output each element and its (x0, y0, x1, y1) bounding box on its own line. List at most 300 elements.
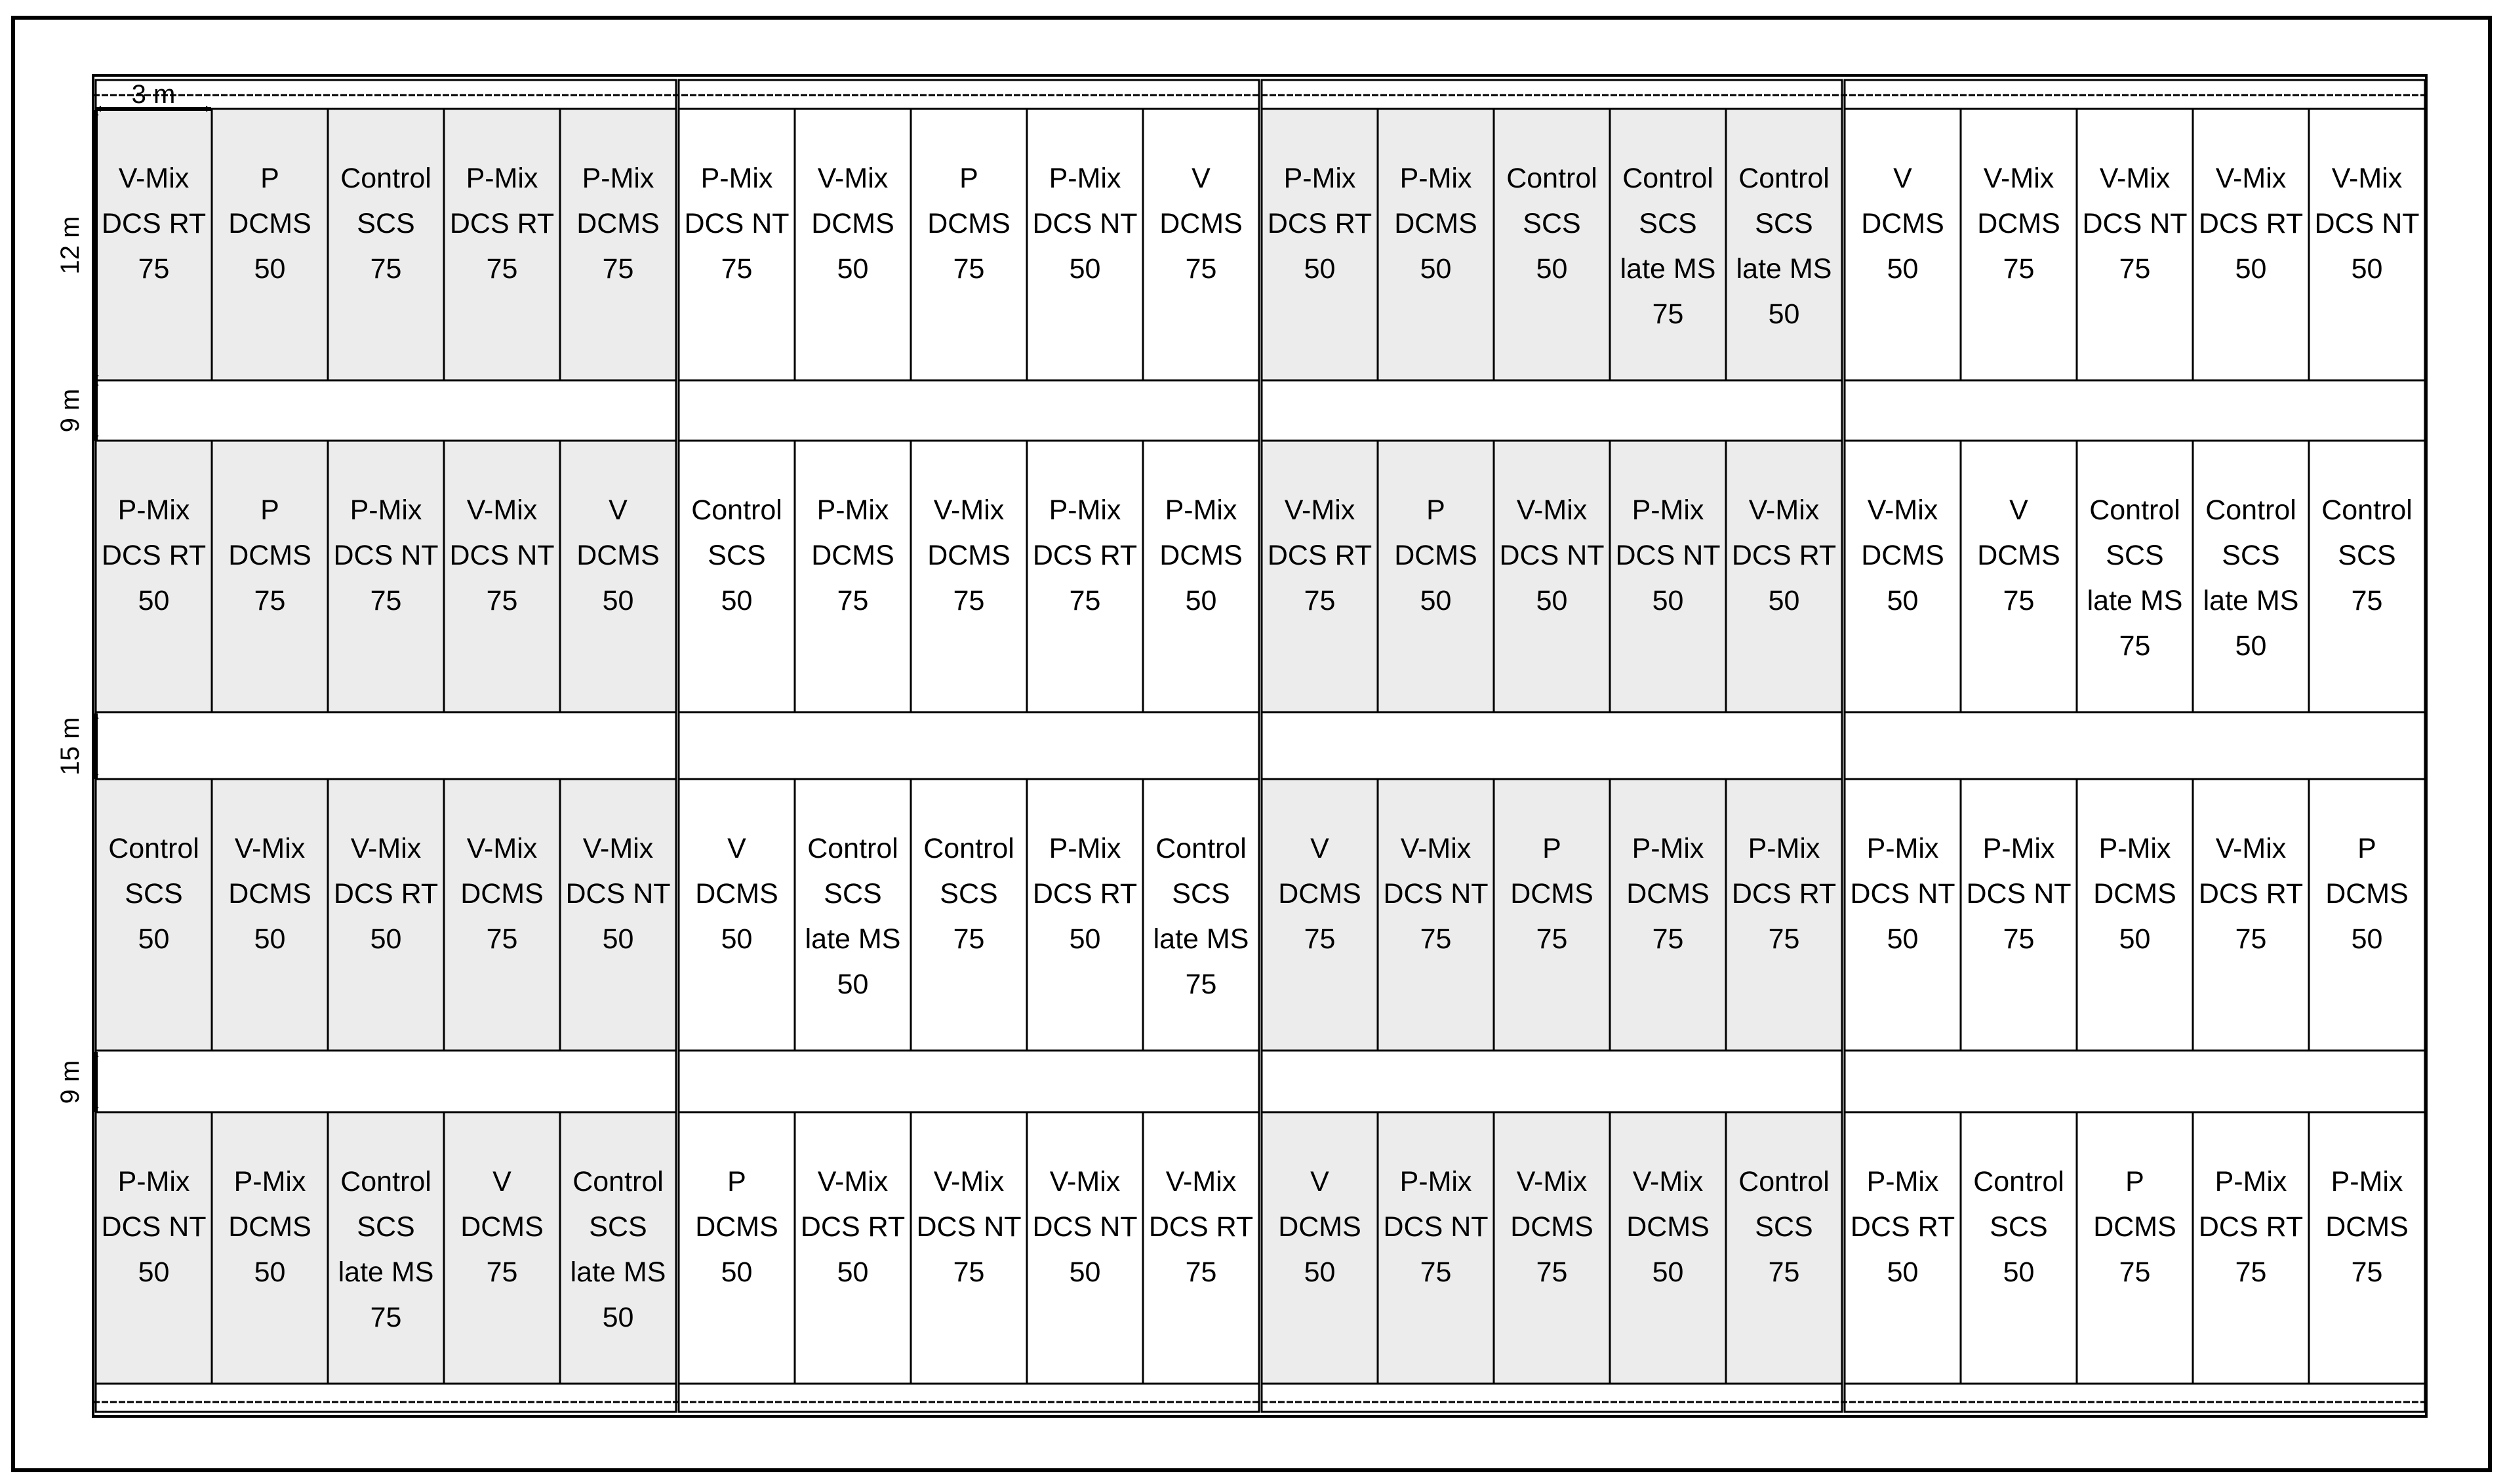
plot-label-line: 75 (2003, 923, 2035, 955)
plot-label-line: Control (1622, 163, 1713, 194)
plot-cell (1961, 441, 2077, 712)
plot-label-line: SCS (2106, 540, 2164, 571)
plot-label-line: DCS NT (1966, 878, 2072, 910)
plot-cell (560, 441, 676, 712)
plot-rect (1610, 779, 1726, 1051)
plot-label-line: V (492, 1166, 511, 1197)
plot-cell (1961, 1112, 2077, 1384)
plot-label-line: 50 (1887, 923, 1919, 955)
plot-label-line: Control (1738, 163, 1830, 194)
plot-label-line: 75 (1304, 585, 1336, 616)
plot-cell (911, 441, 1027, 712)
plot-label-line: DCS RT (1267, 540, 1372, 571)
plot-cell (2309, 1112, 2425, 1384)
plot-label-line: 75 (602, 253, 634, 285)
plot-cell (1378, 109, 1494, 380)
plot-label-line: DCS RT (449, 208, 555, 239)
plot-label-line: 50 (1887, 253, 1919, 285)
plot-rect (1027, 1112, 1143, 1384)
plot-label-line: P-Mix (1049, 833, 1121, 864)
plot-rect (444, 441, 560, 712)
plot-label-line: SCS (1172, 878, 1230, 910)
plot-label-line: V (1893, 163, 1912, 194)
plot-rect (1961, 109, 2077, 380)
plot-label-line: DCS RT (1267, 208, 1372, 239)
plot-label-line: DCMS (2325, 878, 2409, 910)
plot-label-line: DCMS (1510, 878, 1593, 910)
plot-label-line: 50 (1768, 298, 1800, 330)
plot-label-line: DCS RT (1850, 1211, 1955, 1243)
plot-rect (96, 1112, 212, 1384)
plot-label-line: DCS NT (2314, 208, 2420, 239)
plot-label-line: 75 (2119, 1256, 2151, 1288)
plot-cell (679, 779, 795, 1051)
plot-label-line: P-Mix (1632, 833, 1704, 864)
plot-label-line: DCS RT (1731, 878, 1837, 910)
plot-label-line: DCMS (927, 208, 1011, 239)
plot-label-line: Control (108, 833, 199, 864)
plot-label-line: Control (2205, 494, 2296, 526)
plot-label-line: DCS RT (1032, 878, 1138, 910)
plot-label-line: DCMS (1626, 878, 1710, 910)
plot-rect (1610, 1112, 1726, 1384)
plot-label-line: 75 (1420, 923, 1452, 955)
plot-cell (1726, 1112, 1842, 1384)
plot-cell (1610, 779, 1726, 1051)
plot-label-line: Control (923, 833, 1014, 864)
plot-label-line: DCMS (1394, 208, 1477, 239)
plot-rect (1143, 441, 1259, 712)
plot-cell (1610, 109, 1726, 380)
plot-label-line: P-Mix (1165, 494, 1237, 526)
plot-label-line: late MS (2087, 585, 2183, 616)
plot-label-line: P-Mix (117, 1166, 190, 1197)
plot-label-line: P-Mix (1982, 833, 2055, 864)
plot-label-line: DCMS (1861, 208, 1944, 239)
plot-rect (2309, 1112, 2425, 1384)
plot-label-line: 75 (486, 923, 518, 955)
plot-rect (560, 109, 676, 380)
plot-label-line: 50 (2351, 253, 2383, 285)
plot-label-line: DCMS (228, 208, 311, 239)
plot-cell (2309, 109, 2425, 380)
plot-label-line: DCMS (460, 1211, 544, 1243)
plot-label-line: V-Mix (933, 1166, 1005, 1197)
plot-rect (1494, 1112, 1610, 1384)
plot-cell (1845, 441, 1961, 712)
plot-label-line: DCMS (576, 208, 660, 239)
plot-label-line: V (1310, 833, 1329, 864)
plot-label-line: Control (1973, 1166, 2064, 1197)
plot-label-line: V-Mix (817, 1166, 889, 1197)
plot-label-line: V-Mix (1516, 494, 1588, 526)
plot-label-line: V (2009, 494, 2028, 526)
plot-label-line: 50 (1069, 1256, 1101, 1288)
plot-label-line: DCS RT (2198, 1211, 2304, 1243)
plot-label-line: P (727, 1166, 746, 1197)
plot-cell (328, 1112, 444, 1384)
plot-label-line: 50 (1420, 253, 1452, 285)
plot-rect (444, 779, 560, 1051)
plot-label-line: DCS RT (800, 1211, 906, 1243)
plot-cell (444, 441, 560, 712)
plot-rect (795, 109, 911, 380)
plot-label-line: DCMS (1977, 208, 2060, 239)
plot-label-line: SCS (824, 878, 882, 910)
plot-rect (1262, 441, 1378, 712)
plot-label-line: DCS NT (1032, 1211, 1138, 1243)
plot-rect (911, 1112, 1027, 1384)
plot-cell (1262, 441, 1378, 712)
plot-label-line: 75 (486, 253, 518, 285)
plot-label-line: 50 (254, 1256, 286, 1288)
plot-label-line: 50 (2119, 923, 2151, 955)
plot-label-line: V-Mix (1632, 1166, 1704, 1197)
plot-rect (2309, 109, 2425, 380)
plot-label-line: 75 (837, 585, 869, 616)
plot-label-line: P-Mix (700, 163, 773, 194)
plot-rect (96, 109, 212, 380)
plot-rect (1378, 779, 1494, 1051)
plot-label-line: 75 (1652, 298, 1684, 330)
plot-cell (96, 109, 212, 380)
plot-label-line: P (1426, 494, 1445, 526)
plot-label-line: SCS (2338, 540, 2396, 571)
plot-label-line: Control (1738, 1166, 1830, 1197)
plot-rect (1610, 109, 1726, 380)
plot-label-line: Control (1506, 163, 1597, 194)
plot-rect (2309, 441, 2425, 712)
plot-rect (679, 779, 795, 1051)
plot-rect (1378, 109, 1494, 380)
plot-label-line: DCMS (1394, 540, 1477, 571)
plot-label-line: 50 (602, 1302, 634, 1333)
plot-cell (328, 441, 444, 712)
plot-label-line: V (1191, 163, 1211, 194)
plot-label-line: 75 (370, 585, 402, 616)
plot-label-line: 50 (721, 585, 753, 616)
plot-cell (2309, 441, 2425, 712)
plot-label-line: DCMS (1977, 540, 2060, 571)
plot-label-line: P (2357, 833, 2376, 864)
plot-label-line: V-Mix (1284, 494, 1355, 526)
plot-label-line: P (260, 163, 279, 194)
plot-rect (444, 109, 560, 380)
plot-label-line: 50 (721, 1256, 753, 1288)
plot-label-line: 50 (602, 585, 634, 616)
plot-cell (96, 779, 212, 1051)
plot-label-line: 75 (1768, 1256, 1800, 1288)
plot-cell (795, 1112, 911, 1384)
plot-cell (1143, 1112, 1259, 1384)
plot-label-line: Control (340, 163, 431, 194)
plot-cell (96, 441, 212, 712)
plot-label-line: DCS NT (1383, 878, 1489, 910)
plot-label-line: 75 (2235, 923, 2267, 955)
plot-label-line: late MS (338, 1256, 434, 1288)
plot-cell (444, 779, 560, 1051)
plot-cell (679, 109, 795, 380)
plot-rect (1726, 1112, 1842, 1384)
plot-label-line: SCS (357, 1211, 415, 1243)
plot-label-line: DCMS (927, 540, 1011, 571)
plot-label-line: 75 (2119, 630, 2151, 662)
plot-label-line: 75 (953, 585, 985, 616)
plot-label-line: 75 (2119, 253, 2151, 285)
plot-label-line: 50 (138, 585, 170, 616)
plot-label-line: DCS NT (449, 540, 555, 571)
plot-cell (2077, 1112, 2193, 1384)
plot-label-line: V-Mix (933, 494, 1005, 526)
plot-label-line: SCS (1755, 1211, 1813, 1243)
plot-label-line: Control (1155, 833, 1247, 864)
plot-label-line: Control (572, 1166, 664, 1197)
plot-label-line: late MS (1153, 923, 1249, 955)
alley-height-dimension-1 (56, 380, 96, 441)
plot-label-line: P-Mix (1632, 494, 1704, 526)
plot-label-line: DCMS (1278, 1211, 1361, 1243)
plot-cell (2193, 779, 2309, 1051)
plot-rect (2077, 109, 2193, 380)
plot-cell (444, 109, 560, 380)
plot-cell (212, 109, 328, 380)
plot-rect (96, 779, 212, 1051)
plot-label-line: V-Mix (1400, 833, 1472, 864)
plot-rect (1262, 779, 1378, 1051)
plot-rect (2309, 779, 2425, 1051)
plot-cell (212, 441, 328, 712)
plot-label-line: DCMS (228, 878, 311, 910)
plot-cell (2077, 109, 2193, 380)
plot-rect (2193, 1112, 2309, 1384)
plot-label-line: 75 (953, 923, 985, 955)
plot-label-line: DCS RT (1032, 540, 1138, 571)
plot-cell (1845, 779, 1961, 1051)
plot-rect (1143, 779, 1259, 1051)
plot-label-line: 75 (1185, 253, 1217, 285)
plot-label-line: DCMS (460, 878, 544, 910)
plot-label-line: P (260, 494, 279, 526)
plot-rect (2077, 779, 2193, 1051)
plot-label-line: 75 (2235, 1256, 2267, 1288)
plot-rect (679, 441, 795, 712)
plot-rect (1845, 109, 1961, 380)
plot-label-line: 50 (138, 923, 170, 955)
plot-cell (1726, 109, 1842, 380)
plot-rect (911, 779, 1027, 1051)
plot-label-line: 75 (1420, 1256, 1452, 1288)
plot-label-line: DCS NT (684, 208, 790, 239)
plot-label-line: 50 (370, 923, 402, 955)
plot-label-line: SCS (1755, 208, 1813, 239)
plot-label-line: late MS (570, 1256, 666, 1288)
plot-rect (1726, 441, 1842, 712)
plot-label-line: 75 (953, 253, 985, 285)
plot-rect (1961, 779, 2077, 1051)
plot-cell (1027, 441, 1143, 712)
plot-label-line: P-Mix (1866, 833, 1939, 864)
plot-rect (1961, 1112, 2077, 1384)
plot-label-line: 50 (254, 923, 286, 955)
plot-label-line: DCMS (1510, 1211, 1593, 1243)
plot-label-line: 50 (1069, 923, 1101, 955)
plot-cell (679, 1112, 795, 1384)
plot-label-line: 50 (837, 253, 869, 285)
plot-label-line: 75 (2351, 1256, 2383, 1288)
plot-label-line: DCS NT (333, 540, 439, 571)
plot-label-line: V-Mix (1516, 1166, 1588, 1197)
plot-rect (1845, 1112, 1961, 1384)
plot-label-line: P-Mix (117, 494, 190, 526)
plot-cell (560, 779, 676, 1051)
plot-rect (795, 441, 911, 712)
plot-label-line: P-Mix (2214, 1166, 2287, 1197)
plot-label-line: V-Mix (2099, 163, 2171, 194)
plot-label-line: 50 (138, 1256, 170, 1288)
plot-cell (212, 1112, 328, 1384)
plot-label-line: P-Mix (2098, 833, 2171, 864)
plot-label-line: SCS (2222, 540, 2280, 571)
plot-rect (328, 109, 444, 380)
plot-rect (679, 109, 795, 380)
plot-label-line: P-Mix (1866, 1166, 1939, 1197)
plot-cell (1378, 441, 1494, 712)
plot-label-line: DCS RT (101, 540, 207, 571)
plot-label-line: DCS RT (2198, 208, 2304, 239)
plot-label-line: DCS RT (1731, 540, 1837, 571)
plot-label-line: V-Mix (1983, 163, 2054, 194)
plot-label-line: P-Mix (1748, 833, 1820, 864)
plot-cell (560, 109, 676, 380)
plot-cell (1610, 1112, 1726, 1384)
plot-cell (1262, 1112, 1378, 1384)
plot-cell (795, 109, 911, 380)
row-height-label-1: 12 m (56, 216, 85, 275)
plot-rect (328, 441, 444, 712)
plot-label-line: DCMS (576, 540, 660, 571)
plot-label-line: Control (2321, 494, 2413, 526)
plot-label-line: DCMS (1159, 540, 1243, 571)
plot-rect (1027, 441, 1143, 712)
plot-label-line: P-Mix (2331, 1166, 2403, 1197)
plot-label-line: SCS (940, 878, 998, 910)
plot-label-line: SCS (1639, 208, 1697, 239)
plot-cell (911, 1112, 1027, 1384)
plot-rect (795, 779, 911, 1051)
plot-rect (1143, 109, 1259, 380)
plot-label-line: 75 (721, 253, 753, 285)
plot-label-line: DCS RT (101, 208, 207, 239)
plot-label-line: DCMS (1626, 1211, 1710, 1243)
plot-label-line: P-Mix (233, 1166, 306, 1197)
alley-height-label-2: 15 m (56, 717, 85, 776)
plot-label-line: V-Mix (466, 494, 538, 526)
plot-label-line: 50 (721, 923, 753, 955)
plot-label-line: 50 (2003, 1256, 2035, 1288)
plot-cell (212, 779, 328, 1051)
plot-label-line: P-Mix (1399, 163, 1472, 194)
plot-label-line: P-Mix (350, 494, 422, 526)
plot-label-line: SCS (1523, 208, 1581, 239)
plot-label-line: V-Mix (817, 163, 889, 194)
plot-rect (1845, 441, 1961, 712)
plot-label-line: DCS NT (101, 1211, 207, 1243)
plot-label-line: V-Mix (466, 833, 538, 864)
plot-label-line: 75 (2351, 585, 2383, 616)
plot-label-line: 75 (370, 253, 402, 285)
plot-label-line: P-Mix (1399, 1166, 1472, 1197)
plot-label-line: DCMS (228, 1211, 311, 1243)
plot-rect (2193, 109, 2309, 380)
plot-cell (328, 109, 444, 380)
plot-label-line: V (609, 494, 628, 526)
plot-cell (1610, 441, 1726, 712)
plot-label-line: P-Mix (1049, 163, 1121, 194)
plot-label-line: 75 (1185, 1256, 1217, 1288)
plot-label-line: 75 (370, 1302, 402, 1333)
plot-label-line: 75 (1304, 923, 1336, 955)
plot-cell (795, 441, 911, 712)
plot-label-line: late MS (1620, 253, 1716, 285)
plot-label-line: V-Mix (1049, 1166, 1121, 1197)
plot-label-line: SCS (357, 208, 415, 239)
plot-label-line: DCS RT (2198, 878, 2304, 910)
plot-label-line: V-Mix (582, 833, 654, 864)
alley-height-label-1: 9 m (56, 388, 85, 433)
plot-rect (1494, 779, 1610, 1051)
plot-label-line: 75 (1536, 923, 1568, 955)
plot-label-line: 75 (1069, 585, 1101, 616)
plot-label-line: 75 (254, 585, 286, 616)
plot-cell (1494, 109, 1610, 380)
plot-cell (1494, 1112, 1610, 1384)
plot-label-line: P-Mix (582, 163, 654, 194)
plot-width-label: 3 m (131, 80, 176, 109)
plot-rect (1494, 109, 1610, 380)
alley-height-dimension-3 (56, 1052, 96, 1112)
plot-label-line: SCS (1990, 1211, 2048, 1243)
plot-label-line: 75 (2003, 585, 2035, 616)
plot-cell (1494, 441, 1610, 712)
plot-cell (1961, 109, 2077, 380)
plot-label-line: late MS (2203, 585, 2299, 616)
alley-height-label-3: 9 m (56, 1060, 85, 1104)
plot-label-line: 50 (837, 969, 869, 1000)
plot-rect (1027, 779, 1143, 1051)
plot-label-line: 50 (1887, 585, 1919, 616)
plot-label-line: 75 (486, 585, 518, 616)
plot-label-line: V-Mix (2215, 163, 2287, 194)
plot-rect (1726, 109, 1842, 380)
plot-rect (1845, 779, 1961, 1051)
plot-label-line: Control (2089, 494, 2180, 526)
plot-label-line: P-Mix (466, 163, 538, 194)
plot-label-line: DCS NT (565, 878, 671, 910)
plot-label-line: 50 (1536, 253, 1568, 285)
plot-label-line: 75 (953, 1256, 985, 1288)
plot-label-line: 50 (1185, 585, 1217, 616)
plot-rect (96, 441, 212, 712)
plot-rect (444, 1112, 560, 1384)
plot-label-line: V-Mix (234, 833, 306, 864)
plot-cell (2193, 1112, 2309, 1384)
plot-cell (795, 779, 911, 1051)
plot-rect (795, 1112, 911, 1384)
plot-rect (2193, 779, 2309, 1051)
plot-label-line: DCS NT (1499, 540, 1605, 571)
plot-label-line: DCMS (811, 208, 894, 239)
plot-label-line: DCS NT (916, 1211, 1022, 1243)
